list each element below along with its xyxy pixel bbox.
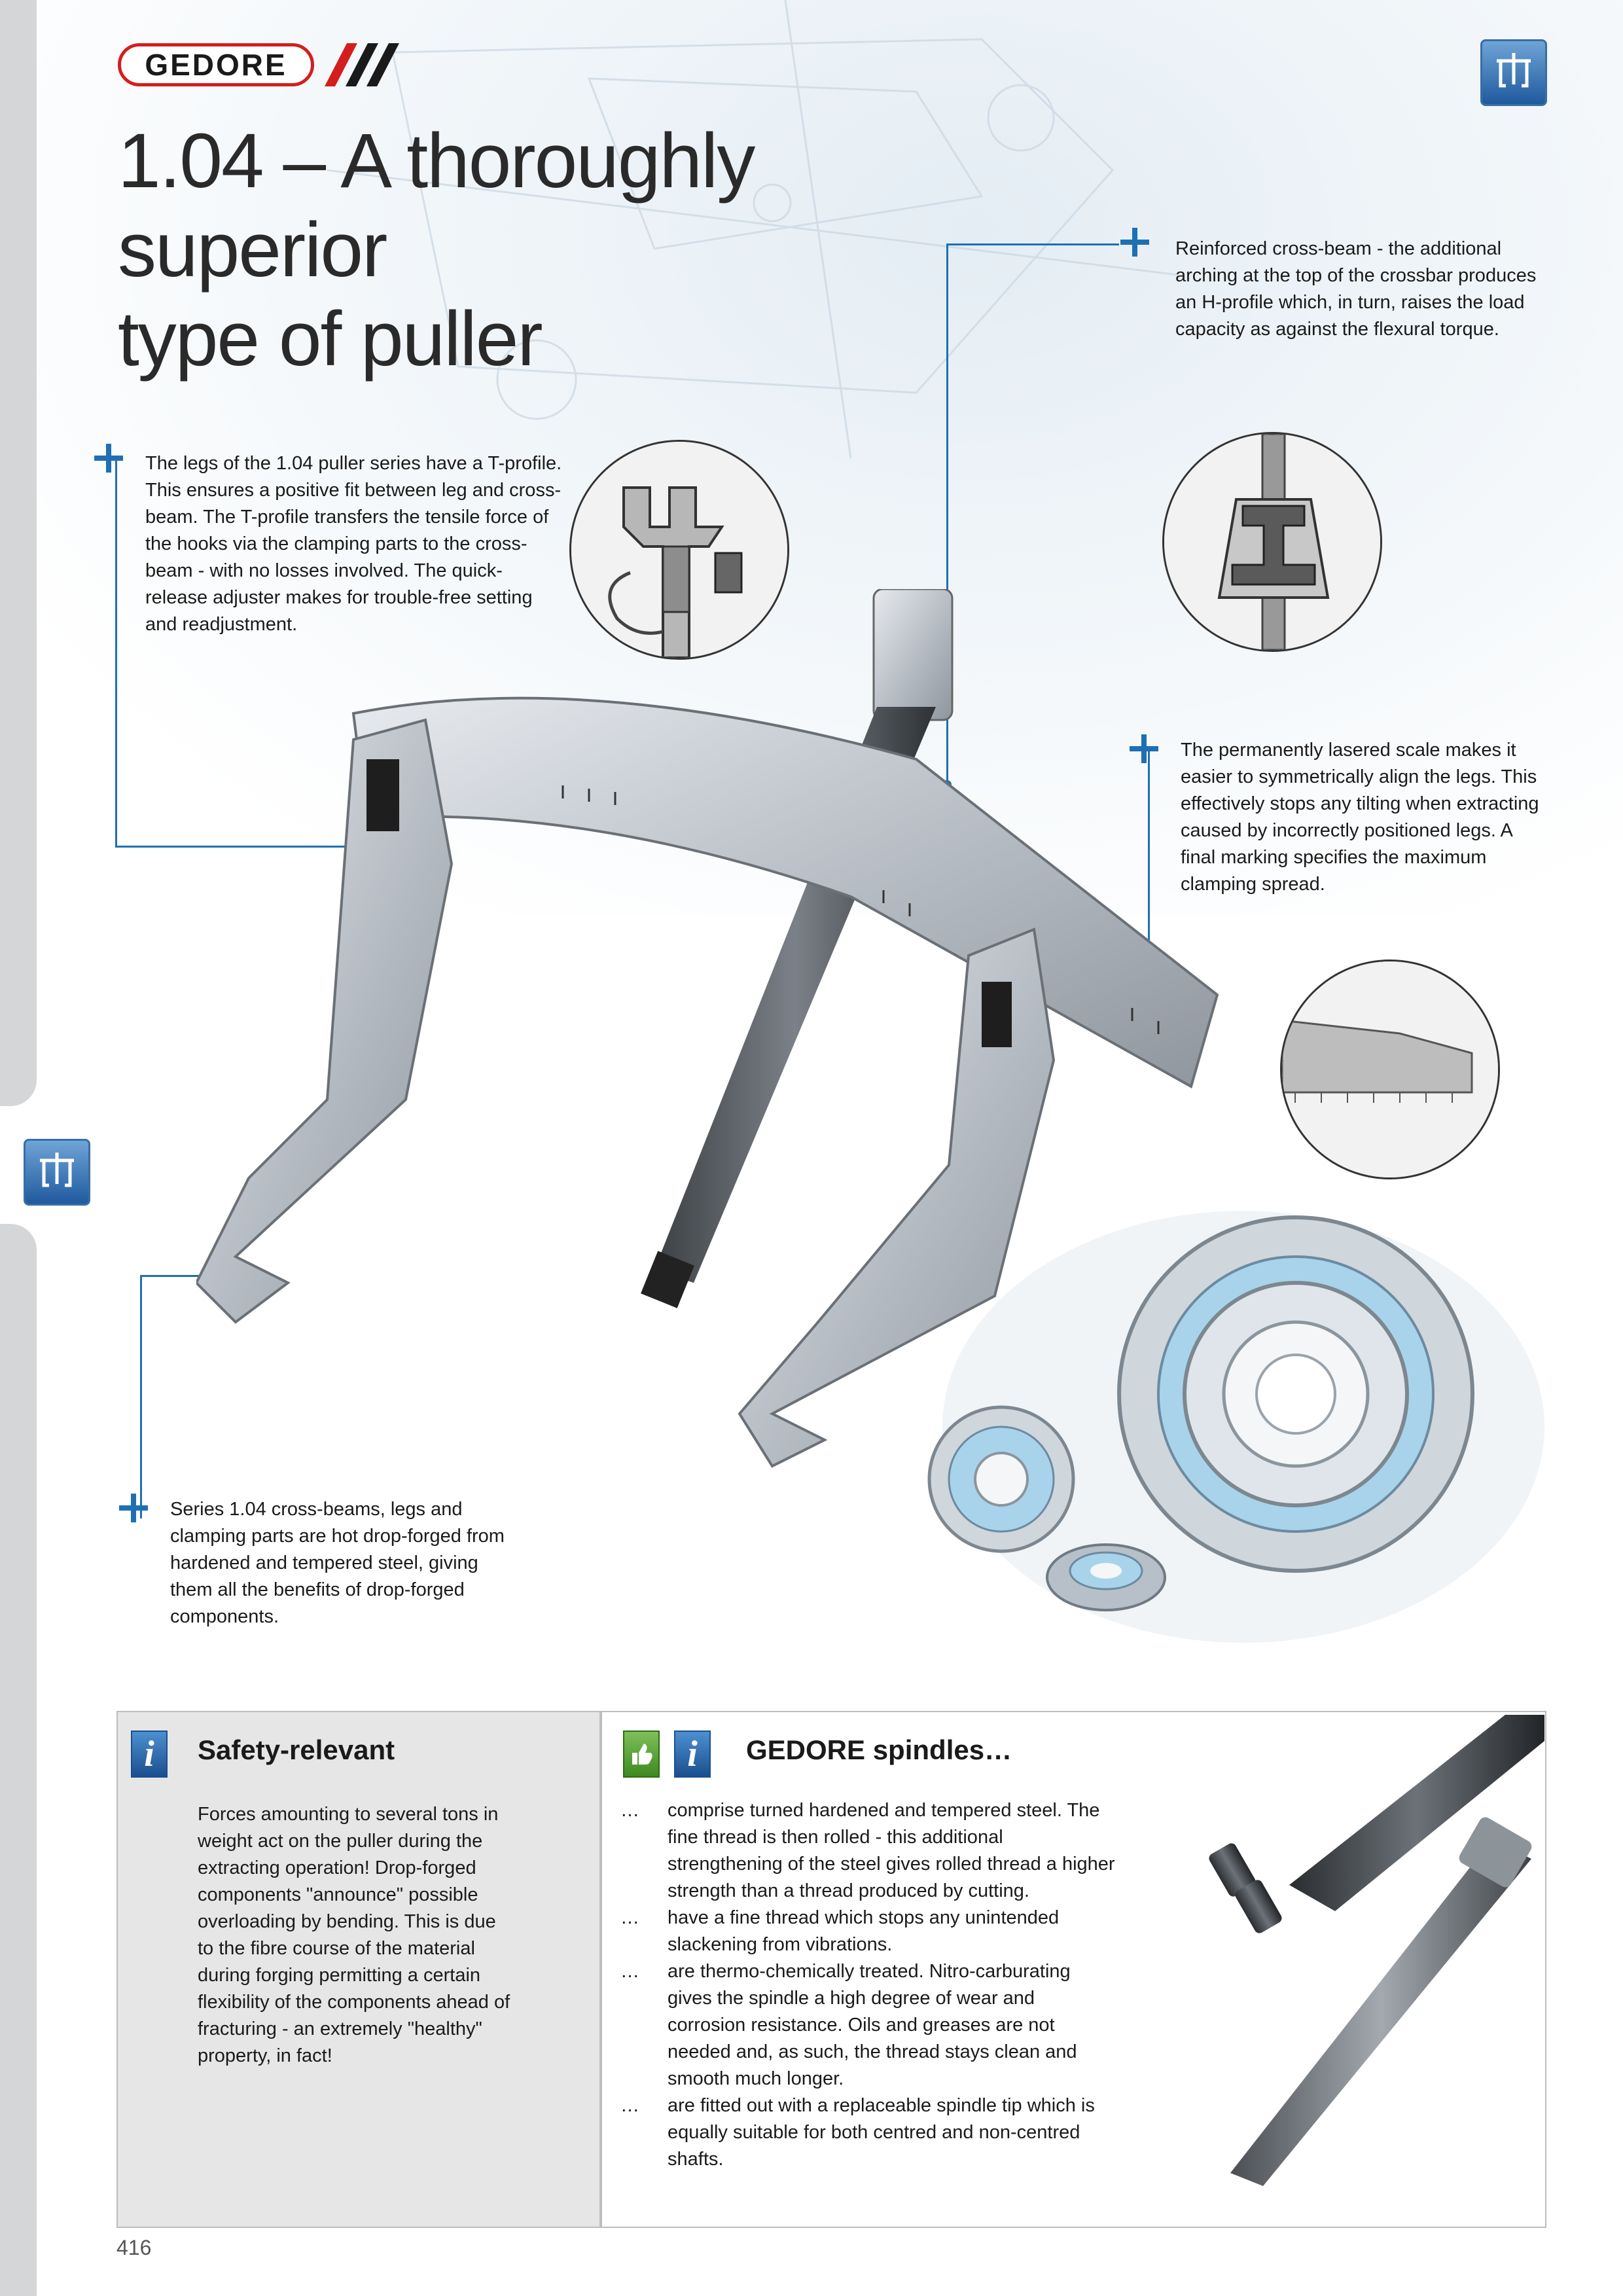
callout-scale: The permanently lasered scale makes it easier to symmetrically align the legs. This effectively stops any tilting when extracting caused by incorrectly positioned legs. A final marking specifies the maximum clamping spread. xyxy=(1181,740,1539,895)
spindle-point: have a fine thread which stops any unintended slackening from vibrations. xyxy=(668,1907,1060,1955)
ball-bearings-image xyxy=(890,1204,1544,1662)
info-icon: i xyxy=(674,1731,711,1778)
page-number: 416 xyxy=(116,2236,152,2259)
leader-line xyxy=(946,243,1119,245)
left-rail xyxy=(0,1224,37,2296)
leader-line xyxy=(140,1275,142,1518)
list-item xyxy=(620,1797,1118,1905)
title-line-2: type of puller xyxy=(118,296,542,382)
leader-line xyxy=(115,458,117,847)
plus-icon xyxy=(1118,225,1152,259)
ellipsis-bullet: … xyxy=(620,2095,639,2116)
logo-stripes xyxy=(321,43,406,86)
title-line-1: 1.04 – A thoroughly superior xyxy=(118,118,755,293)
spindles-list xyxy=(620,1797,1118,2173)
spindle-point: are fitted out with a replaceable spindle tip which is equally suitable for both centred and non-centred shafts. xyxy=(668,2095,1095,2170)
spindle-point: are thermo-chemically treated. Nitro-carburating gives the spindle a high degree of wear and corrosion resistance. Oils and greases are not needed and, as such, the thread stays clean and smooth much longer. xyxy=(668,1961,1077,2089)
spindle-point: comprise turned hardened and tempered steel. The fine thread is then rolled - this additional strengthening of the steel gives rolled thread a higher strength than a thread produced by cutting. xyxy=(668,1800,1115,1901)
info-icon: i xyxy=(131,1731,168,1778)
gedore-logo xyxy=(118,43,314,86)
list-item xyxy=(620,1958,1118,2092)
puller-icon xyxy=(1480,39,1547,106)
safety-body: Forces amounting to several tons in weight act on the puller during the extracting operation! Drop-forged components "announce" possible overloading by bending. This is due to the fibre course of the material during forging permitting a certain flexibility of the components ahead of fracturing - an extremely "healthy" property, in fact! xyxy=(198,1804,510,2066)
lasered-scale-detail-image xyxy=(1280,960,1500,1179)
plus-icon xyxy=(92,441,126,475)
thumbs-up-icon xyxy=(623,1731,660,1778)
page-title xyxy=(118,117,969,384)
list-item xyxy=(620,2092,1118,2173)
logo-text: GEDORE xyxy=(145,48,287,82)
spindle-image xyxy=(1204,1715,1544,2219)
ellipsis-bullet: … xyxy=(620,1800,639,1821)
spindles-title: GEDORE spindles… xyxy=(746,1734,1012,1765)
callout-forged: Series 1.04 cross-beams, legs and clamping parts are hot drop-forged from hardened and tempered steel, giving them all the benefits of drop-forged components. xyxy=(170,1499,505,1627)
plus-icon xyxy=(116,1491,151,1525)
list-item xyxy=(620,1905,1118,1958)
ellipsis-bullet: … xyxy=(620,1907,639,1928)
puller-icon xyxy=(24,1139,90,1206)
callout-legs: The legs of the 1.04 puller series have a T-profile. This ensures a positive fit between leg and cross-beam. The T-profile transfers the tensile force of the hooks via the clamping parts to the cross-beam - with no losses involved. The quick-release adjuster makes for trouble-free setting and readjustment. xyxy=(145,453,562,635)
callout-crossbeam: Reinforced cross-beam - the additional arching at the top of the crossbar produces an H-profile which, in turn, raises the load capacity as against the flexural torque. xyxy=(1175,238,1537,340)
ellipsis-bullet: … xyxy=(620,1961,639,1982)
safety-title: Safety-relevant xyxy=(198,1734,395,1765)
